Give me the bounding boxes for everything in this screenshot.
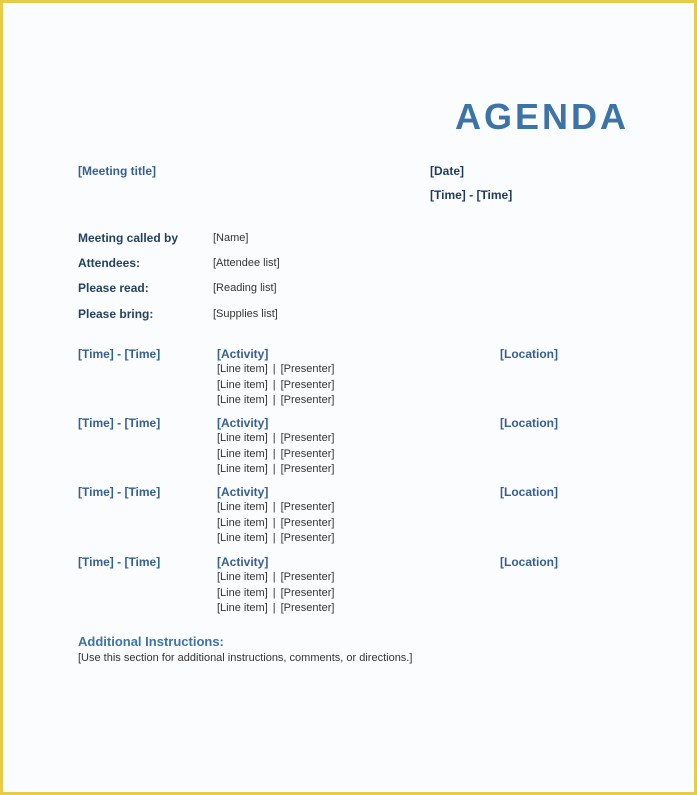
line-item: [Line item] [217,447,268,460]
agenda-item [78,555,568,617]
agenda-location: [Location] [500,485,558,499]
line-separator: | [272,532,276,544]
agenda-time: [Time] - [Time] [78,416,161,430]
line-item-row [217,571,334,587]
presenter: [Presenter] [280,432,335,444]
line-item-row [217,463,334,479]
agenda-line-items [217,571,334,618]
info-row-attendees [78,256,478,274]
line-separator: | [272,447,276,460]
line-item-row [217,363,334,379]
line-item: [Line item] [217,602,268,614]
agenda-activity: [Activity] [217,555,269,569]
agenda-item [78,485,568,547]
line-item-row [217,432,334,448]
presenter: [Presenter] [280,463,335,475]
presenter: [Presenter] [280,378,335,391]
line-separator: | [272,602,276,614]
info-row-called-by [78,231,478,249]
info-row-please-bring [78,307,478,325]
page-title: AGENDA [455,96,630,137]
line-separator: | [272,394,276,406]
line-item-row [217,602,334,618]
presenter: [Presenter] [280,602,335,614]
line-separator: | [272,571,276,583]
agenda-activity: [Activity] [217,347,269,361]
line-separator: | [272,501,276,513]
presenter: [Presenter] [280,516,335,529]
line-item-row [217,532,334,548]
line-item-row [217,379,334,395]
presenter: [Presenter] [280,394,335,406]
line-separator: | [272,586,276,599]
line-item-row [217,587,334,603]
meeting-time-range: [Time] - [Time] [430,188,513,202]
info-value: [Supplies list] [213,308,278,320]
info-label: Attendees: [78,256,141,270]
agenda-line-items [217,363,334,410]
line-item: [Line item] [217,432,268,444]
line-item-row [217,394,334,410]
additional-instructions-body: [Use this section for additional instructions, comments, or directions.] [78,652,413,664]
info-label: Please read: [78,281,149,295]
presenter: [Presenter] [280,532,335,544]
agenda-time: [Time] - [Time] [78,555,161,569]
agenda-line-items [217,501,334,548]
info-value: [Name] [213,232,249,244]
line-item-row [217,501,334,517]
line-item: [Line item] [217,463,268,475]
additional-instructions-heading: Additional Instructions: [78,634,224,649]
line-item-row [217,448,334,464]
agenda-time: [Time] - [Time] [78,485,161,499]
agenda-activity: [Activity] [217,485,269,499]
line-item: [Line item] [217,394,268,406]
presenter: [Presenter] [280,586,335,599]
line-separator: | [272,378,276,391]
info-label: Meeting called by [78,231,179,245]
agenda-location: [Location] [500,347,558,361]
line-item: [Line item] [217,532,268,544]
meeting-title: [Meeting title] [78,164,156,178]
line-item: [Line item] [217,363,268,375]
agenda-location: [Location] [500,416,558,430]
info-label: Please bring: [78,307,154,321]
line-item-row [217,517,334,533]
meeting-date: [Date] [430,164,465,178]
presenter: [Presenter] [280,363,335,375]
agenda-item [78,347,568,409]
line-separator: | [272,432,276,444]
presenter: [Presenter] [280,501,335,513]
line-item: [Line item] [217,378,268,391]
presenter: [Presenter] [280,447,335,460]
line-item: [Line item] [217,501,268,513]
agenda-line-items [217,432,334,479]
agenda-location: [Location] [500,555,558,569]
agenda-item [78,416,568,478]
line-separator: | [272,516,276,529]
line-item: [Line item] [217,516,268,529]
line-item: [Line item] [217,586,268,599]
line-separator: | [272,363,276,375]
info-row-please-read [78,281,478,299]
line-separator: | [272,463,276,475]
line-item: [Line item] [217,571,268,583]
info-value: [Attendee list] [213,257,280,269]
info-value: [Reading list] [213,282,277,294]
agenda-activity: [Activity] [217,416,269,430]
agenda-time: [Time] - [Time] [78,347,161,361]
presenter: [Presenter] [280,571,335,583]
